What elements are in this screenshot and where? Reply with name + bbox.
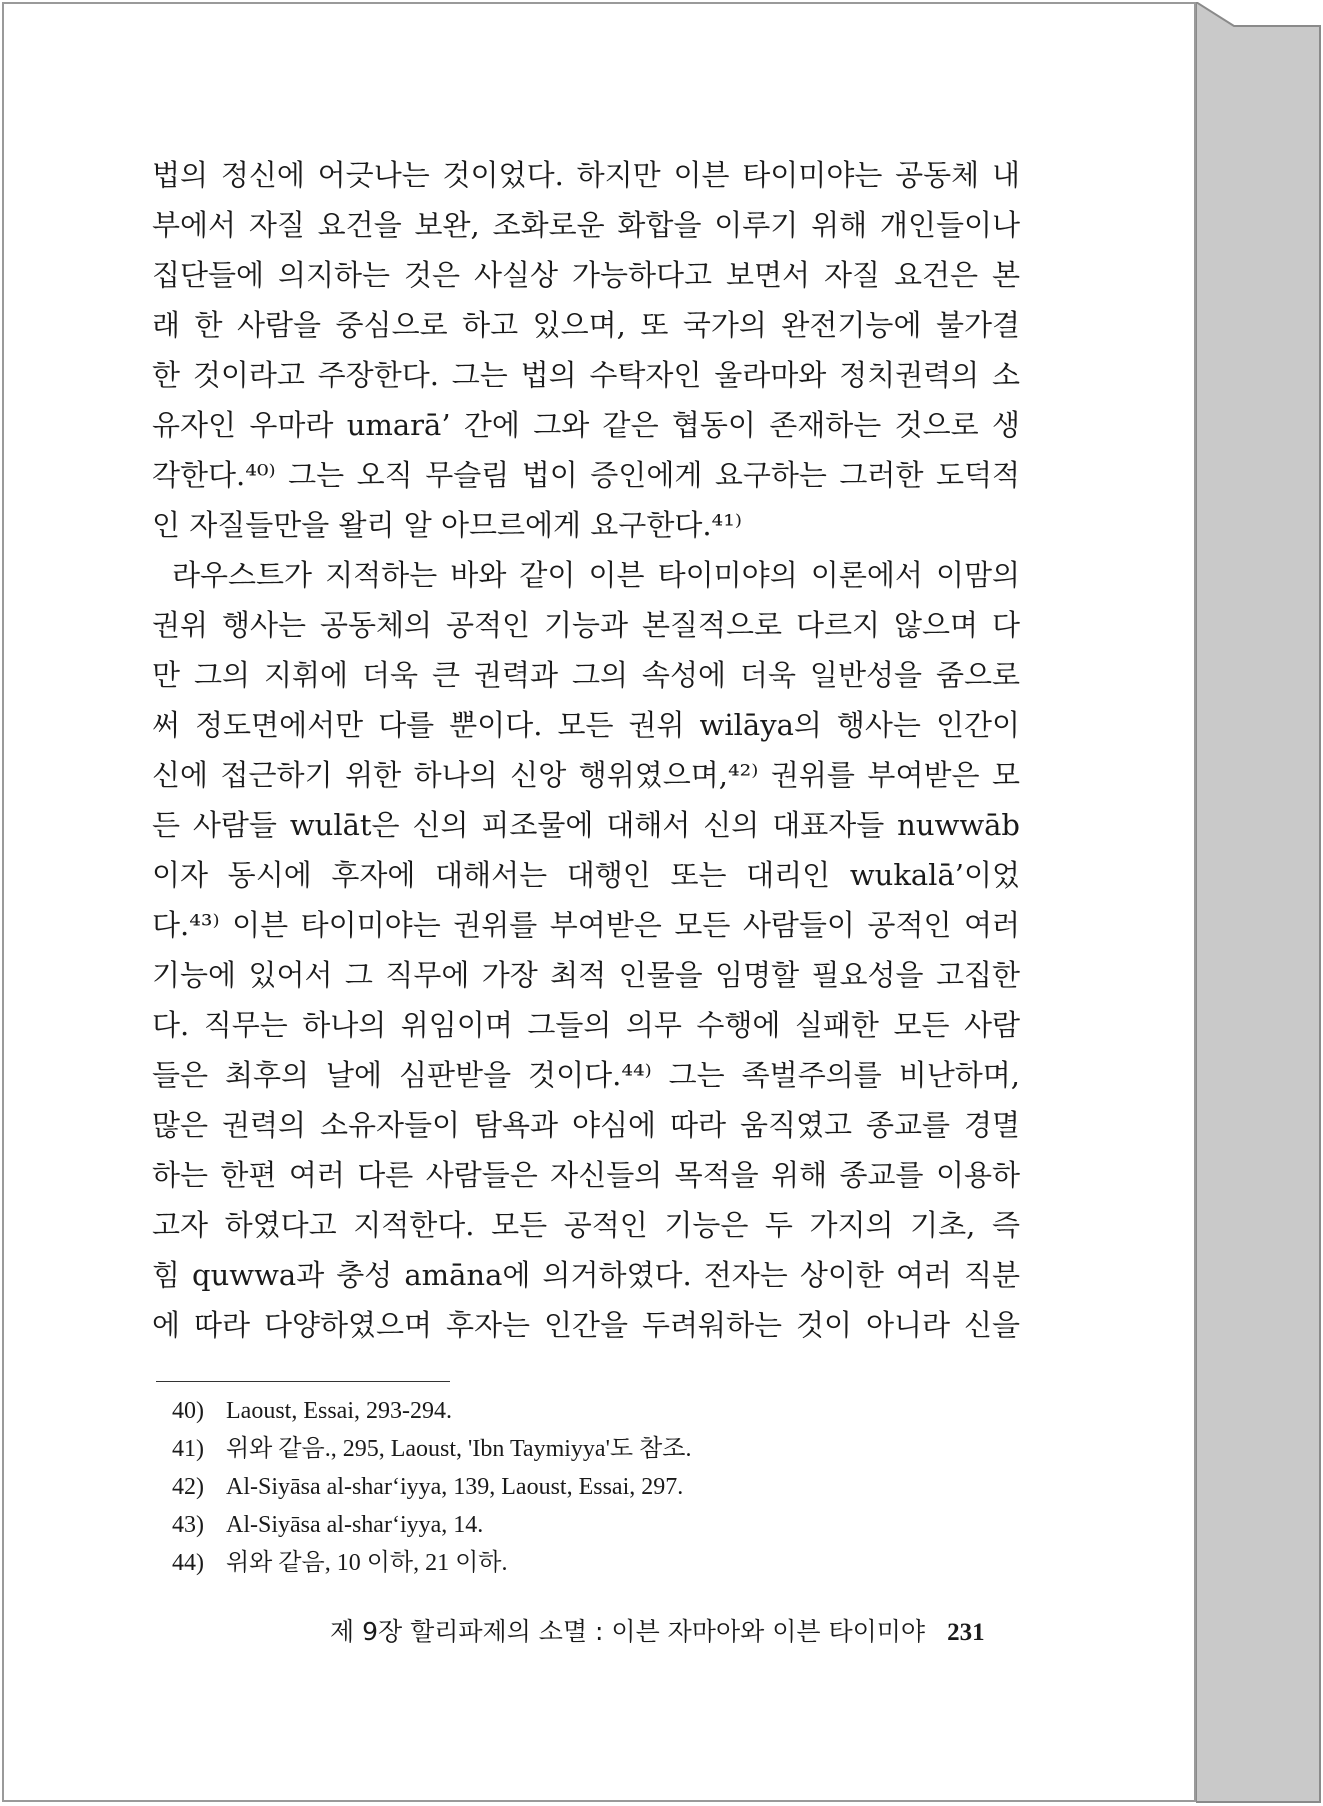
footnote-number: 40) <box>172 1398 204 1424</box>
body-line: 권위 행사는 공동체의 공적인 기능과 본질적으로 다르지 않으며 다 <box>152 608 1020 642</box>
body-line: 부에서 자질 요건을 보완, 조화로운 화합을 이루기 위해 개인들이나 <box>152 208 1020 242</box>
body-text <box>152 150 1020 1350</box>
body-line: 다.⁴³⁾ 이븐 타이미야는 권위를 부여받은 모든 사람들이 공적인 여러 <box>152 908 1020 942</box>
footnotes <box>172 1392 1032 1582</box>
book-thickness-edge <box>1196 2 1321 1804</box>
body-line: 한 것이라고 주장한다. 그는 법의 수탁자인 울라마와 정치권력의 소 <box>152 358 1020 392</box>
footnote-item <box>172 1544 1032 1582</box>
body-line: 고자 하였다고 지적한다. 모든 공적인 기능은 두 가지의 기초, 즉 <box>152 1208 1020 1242</box>
body-line: 에 따라 다양하였으며 후자는 인간을 두려워하는 것이 아니라 신을 <box>152 1308 1020 1342</box>
body-line: 많은 권력의 소유자들이 탐욕과 야심에 따라 움직였고 종교를 경멸 <box>152 1108 1020 1142</box>
body-line: 법의 정신에 어긋나는 것이었다. 하지만 이븐 타이미야는 공동체 내 <box>152 158 1020 192</box>
footnote-text: Laoust, Essai, 293-294. <box>226 1398 452 1424</box>
footnote-text: Al-Siyāsa al-shar‘iyya, 14. <box>226 1512 484 1538</box>
footnote-item <box>172 1506 1032 1544</box>
body-line: 든 사람들 wulāt은 신의 피조물에 대해서 신의 대표자들 nuwwāb <box>152 808 1020 842</box>
body-line: 집단들에 의지하는 것은 사실상 가능하다고 보면서 자질 요건은 본 <box>152 258 1020 292</box>
footnote-number: 42) <box>172 1474 204 1500</box>
body-line: 다. 직무는 하나의 위임이며 그들의 의무 수행에 실패한 모든 사람 <box>152 1008 1020 1042</box>
body-line: 신에 접근하기 위한 하나의 신앙 행위였으며,⁴²⁾ 권위를 부여받은 모 <box>152 758 1020 792</box>
body-line: 하는 한편 여러 다른 사람들은 자신들의 목적을 위해 종교를 이용하 <box>152 1158 1020 1192</box>
body-line: 인 자질들만을 왈리 알 아므르에게 요구한다.⁴¹⁾ <box>152 508 742 542</box>
page-footer <box>330 1612 1030 1648</box>
page-number: 231 <box>947 1619 985 1646</box>
body-line: 각한다.⁴⁰⁾ 그는 오직 무슬림 법이 증인에게 요구하는 그러한 도덕적 <box>152 458 1020 492</box>
body-line: 기능에 있어서 그 직무에 가장 최적 인물을 임명할 필요성을 고집한 <box>152 958 1020 992</box>
footnote-item <box>172 1468 1032 1506</box>
body-line: 래 한 사람을 중심으로 하고 있으며, 또 국가의 완전기능에 불가결 <box>152 308 1020 342</box>
footnote-text: 위와 같음., 295, Laoust, 'Ibn Taymiyya'도 참조. <box>226 1436 692 1462</box>
body-line: 유자인 우마라 umarā’ 간에 그와 같은 협동이 존재하는 것으로 생 <box>152 408 1020 442</box>
footnote-text: Al-Siyāsa al-shar‘iyya, 139, Laoust, Essai, 297. <box>226 1474 684 1500</box>
body-line: 들은 최후의 날에 심판받을 것이다.⁴⁴⁾ 그는 족벌주의를 비난하며, <box>152 1058 1020 1092</box>
footnote-separator <box>156 1381 450 1382</box>
footnote-text: 위와 같음, 10 이하, 21 이하. <box>226 1550 508 1576</box>
footnote-number: 44) <box>172 1550 204 1576</box>
footnote-item <box>172 1392 1032 1430</box>
footnote-item <box>172 1430 1032 1468</box>
body-line: 만 그의 지휘에 더욱 큰 권력과 그의 속성에 더욱 일반성을 줌으로 <box>152 658 1020 692</box>
footnote-number: 41) <box>172 1436 204 1462</box>
body-line: 라우스트가 지적하는 바와 같이 이븐 타이미야의 이론에서 이맘의 <box>172 558 1020 592</box>
body-line: 힘 quwwa과 충성 amāna에 의거하였다. 전자는 상이한 여러 직분 <box>152 1258 1020 1292</box>
footnote-number: 43) <box>172 1512 204 1538</box>
body-line: 써 정도면에서만 다를 뿐이다. 모든 권위 wilāya의 행사는 인간이 <box>152 708 1020 742</box>
body-line: 이자 동시에 후자에 대해서는 대행인 또는 대리인 wukalā’이었 <box>152 858 1020 892</box>
running-chapter-title: 제 9장 할리파제의 소멸 : 이븐 자마아와 이븐 타이미야 <box>330 1617 926 1646</box>
